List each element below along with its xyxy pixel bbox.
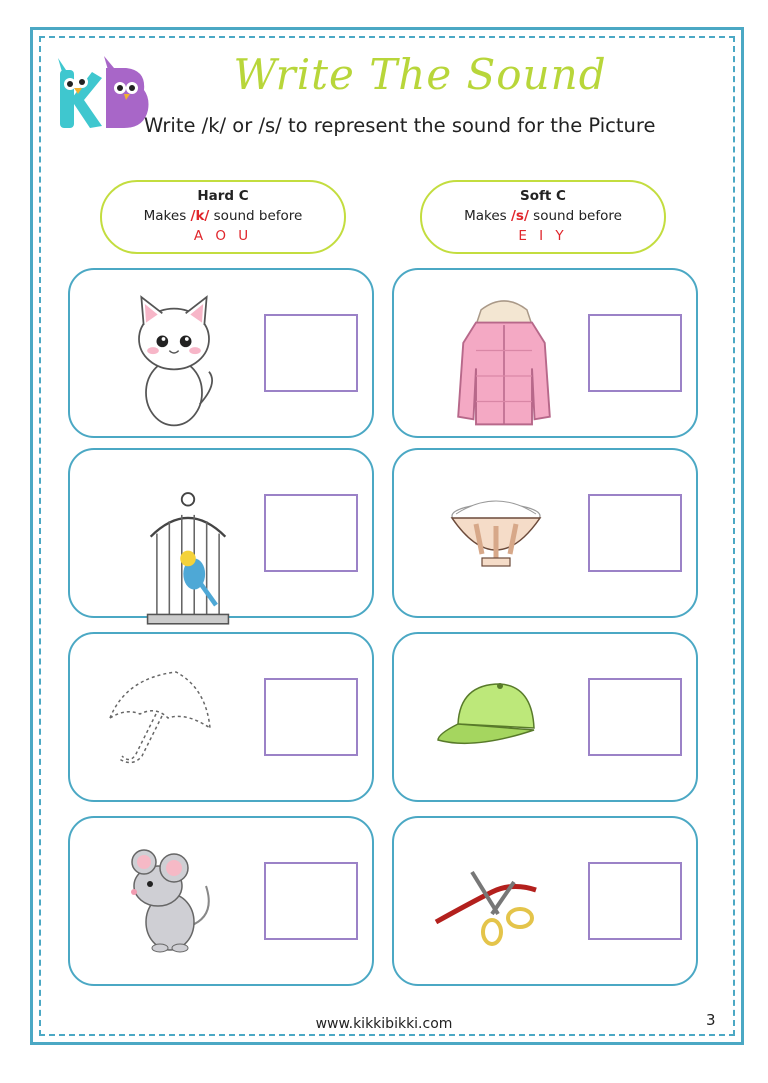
hard-c-title: Hard C [197, 188, 249, 204]
hard-c-rule [100, 180, 346, 254]
rice-bowl-icon [446, 494, 546, 574]
card-scissors [392, 816, 698, 986]
footer-url: www.kikkibikki.com [315, 1016, 453, 1032]
scissors-icon [432, 862, 542, 952]
soft-c-title: Soft C [520, 188, 566, 204]
soft-c-rule [420, 180, 666, 254]
card-umbrella [68, 632, 374, 802]
card-coat [392, 268, 698, 438]
kb-logo-icon [52, 48, 152, 132]
answer-box[interactable] [264, 862, 358, 940]
mouse-icon [120, 846, 220, 956]
soft-c-description: Makes /s/ sound before [464, 208, 622, 224]
answer-box[interactable] [588, 494, 682, 572]
soft-c-sound: /s/ [510, 208, 529, 224]
answer-box[interactable] [588, 314, 682, 392]
instructions: Write /k/ or /s/ to represent the sound for the Picture [144, 114, 656, 137]
answer-box[interactable] [264, 678, 358, 756]
page-title: Write The Sound [233, 50, 607, 99]
answer-box[interactable] [588, 678, 682, 756]
page-number: 3 [706, 1011, 716, 1029]
soft-c-letters: E I Y [518, 228, 568, 244]
cap-icon [434, 678, 544, 758]
card-cage [68, 448, 374, 618]
hard-c-sound: /k/ [190, 208, 210, 224]
cage-icon [128, 490, 248, 630]
card-rice [392, 448, 698, 618]
answer-box[interactable] [264, 494, 358, 572]
card-cap [392, 632, 698, 802]
umbrella-icon [106, 668, 216, 768]
answer-box[interactable] [588, 862, 682, 940]
answer-box[interactable] [264, 314, 358, 392]
card-mouse [68, 816, 374, 986]
hard-c-description: Makes /k/ sound before [143, 208, 303, 224]
cat-icon [114, 290, 234, 430]
coat-icon [444, 292, 564, 432]
card-cat [68, 268, 374, 438]
hard-c-letters: A O U [193, 228, 253, 244]
